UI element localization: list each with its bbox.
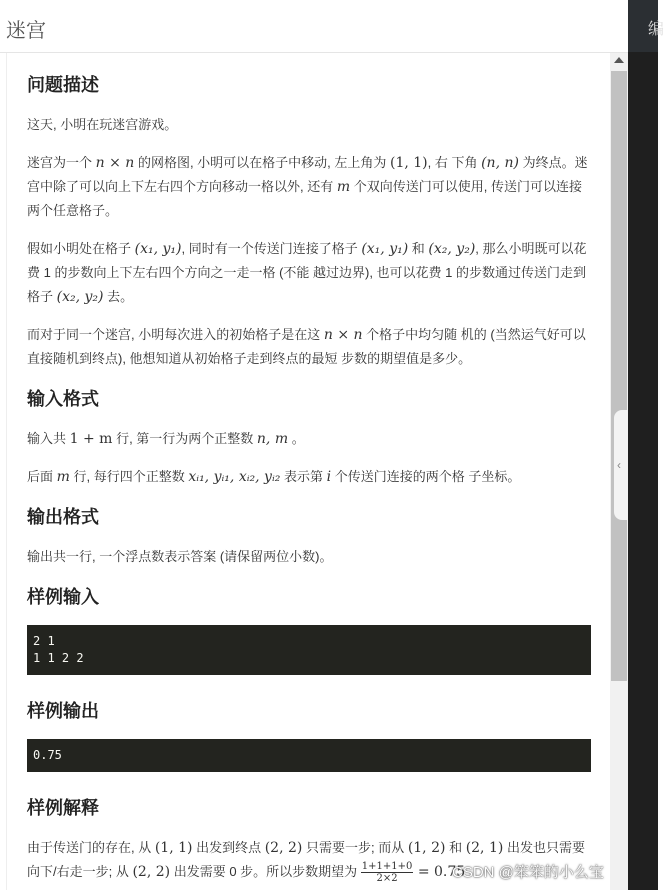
description-paragraph-2: 迷宫为一个 n × n 的网格图, 小明可以在格子中移动, 左上角为 (1, 1), 右 下角 (n, n) 为终点。迷宫中除了可以向上下左右四个方向移动一格以外, 还有 m 个双向传送门可以使用, 传送门可以连接两个任意格子。 [27, 155, 588, 218]
collapse-panel-handle[interactable] [614, 410, 628, 520]
section-title-input: 输入格式 [27, 389, 99, 409]
section-title-explanation: 样例解释 [27, 798, 99, 818]
scroll-up-arrow-icon[interactable] [614, 57, 624, 63]
input-paragraph-1: 输入共 1 + m 行, 第一行为两个正整数 n, m 。 [27, 431, 305, 447]
input-paragraph-2: 后面 m 行, 每行四个正整数 xᵢ₁, yᵢ₁, xᵢ₂, yᵢ₂ 表示第 i 个传送门连接的两个格 子坐标。 [27, 469, 521, 485]
scrollbar-thumb[interactable] [611, 71, 627, 681]
problem-statement [6, 53, 611, 890]
explanation-paragraph-1: 由于传送门的存在, 从 (1, 1) 出发到终点 (2, 2) 只需要一步; 而从 (1, 2) 和 (2, 1) 出发也只需要向下/右走一步; 从 (2, 2) 出发需要 0 步。所以步数期望为 $\frac{1+1+1+0}{2\times 2}$ = 0.75 [27, 840, 585, 885]
sample-input-code[interactable]: 2 1 1 1 2 2 [27, 625, 591, 675]
section-title-sample-input: 样例输入 [27, 587, 99, 607]
description-paragraph-1: 这天, 小明在玩迷宫游戏。 [27, 117, 178, 132]
expectation-fraction: $\frac{1+1+1+0}{2\times 2}$ [361, 861, 413, 885]
section-title-sample-output: 样例输出 [27, 701, 99, 721]
editor-panel[interactable] [628, 0, 664, 890]
editor-tab-label[interactable]: 编 [648, 21, 664, 38]
description-paragraph-3: 假如小明处在格子 (x₁, y₁), 同时有一个传送门连接了格子 (x₁, y₁) 和 (x₂, y₂), 那么小明既可以花费 1 的步数向上下左右四个方向之一走一格 (不能 越过边界), 也可以花费 1 的步数通过传送门走到格子 (x₂, y₂) 去。 [27, 241, 587, 305]
page-title: 迷宫 [6, 20, 46, 42]
section-title-description: 问题描述 [27, 75, 99, 95]
top-bar [0, 0, 628, 53]
sample-output-code[interactable]: 0.75 [27, 739, 591, 772]
section-title-output: 输出格式 [27, 507, 99, 527]
chevron-left-icon: ‹ [617, 458, 621, 472]
editor-panel-header [628, 0, 664, 52]
output-paragraph-1: 输出共一行, 一个浮点数表示答案 (请保留两位小数)。 [27, 549, 333, 564]
description-paragraph-4: 而对于同一个迷宫, 小明每次进入的初始格子是在这 n × n 个格子中均匀随 机的 (当然运气好可以直接随机到终点), 他想知道从初始格子走到终点的最短 步数的期望值是多少。 [27, 327, 586, 366]
watermark: CSDN @笨笨的小么宝 [452, 864, 604, 881]
